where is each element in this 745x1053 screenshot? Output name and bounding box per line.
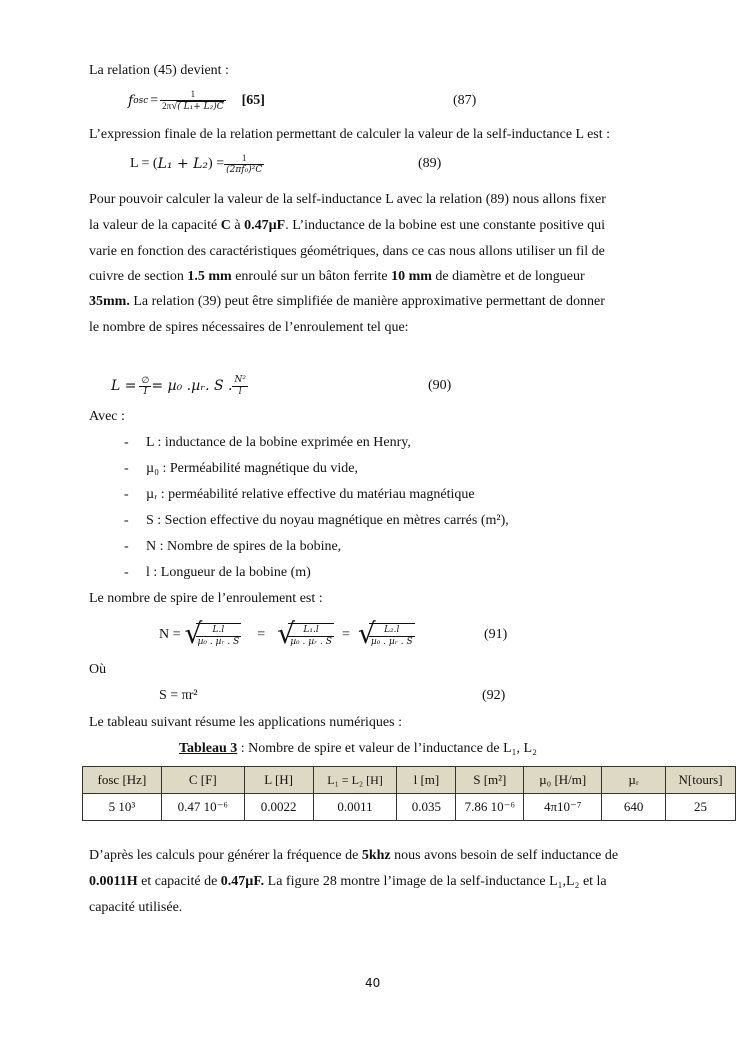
concl-line-1-bold: 5khz (361, 848, 391, 863)
eq87-lhs: f (128, 93, 134, 109)
table-header-cell: l [m] (397, 767, 456, 794)
para-line-4-bold-b: 10 mm (391, 269, 432, 284)
concl-line-2 (89, 874, 607, 890)
para-line-1 (89, 192, 606, 208)
table-cell: 640 (602, 794, 666, 821)
eq90-f2n: N² (234, 374, 246, 385)
eq87-den-pre: 2π (162, 101, 172, 111)
eq90-f2d: l (232, 386, 247, 398)
table-header-cell: µᵣ (602, 767, 666, 794)
eq90-frac2 (232, 375, 247, 398)
para-line-2-text-a: la valeur de la capacité (89, 218, 221, 233)
paragraph-intro: La relation (45) devient : (89, 63, 229, 78)
eq91-r1d: µ₀ . µᵣ . S (197, 636, 240, 647)
eq91-lhs: N = (159, 627, 181, 642)
eq89-lhs: L = ( (130, 156, 158, 171)
para-line-6-text: le nombre de spires nécessaires de l’enroulement tel que: (89, 320, 409, 335)
list-bullet: - (124, 487, 129, 502)
list-item: µ₀ : Perméabilité magnétique du vide, (146, 461, 359, 476)
eq89-lhs2: L₁ + L₂ (157, 156, 209, 172)
eq90-f1d: I (139, 386, 151, 398)
eq91-equals-1: = (257, 627, 266, 642)
eq89-den: (2πf₀)²C (226, 164, 263, 175)
para-line-4-text-b: enroulé sur un bâton ferrite (231, 269, 392, 284)
eq87-den-rad: ( L₁+ L₂)C (177, 102, 224, 112)
table-caption (179, 741, 537, 757)
equation-92: S = πr² (159, 688, 198, 703)
eq91-tag: (91) (484, 627, 508, 642)
table-cell: 0.47 10⁻⁶ (161, 794, 244, 821)
eq89-lhs3: ) = (208, 156, 225, 171)
concl-line-1-text-a: D’après les calculs pour générer la fréquence de (89, 848, 362, 863)
table-header-cell: L [H] (244, 767, 313, 794)
table-header-cell: µ₀ [H/m] (524, 767, 602, 794)
list-bullet: - (124, 565, 129, 580)
table-header-cell: C [F] (161, 767, 244, 794)
list-bullet: - (124, 513, 129, 528)
eq91-r2d: µ₀ . µᵣ . S (290, 636, 332, 647)
eq87-lhs-sub: osc (133, 96, 149, 106)
para-line-2 (89, 218, 605, 234)
para-line-2-bold-a: C (220, 218, 231, 233)
page-number: 40 (365, 976, 381, 990)
table-cell: 5 10³ (83, 794, 162, 821)
table-header-row (83, 767, 736, 794)
equation-91 (159, 617, 415, 653)
eq87-den: 2π√( L₁+ L₂)C (162, 100, 224, 112)
list-item: L : inductance de la bobine exprimée en Henry, (146, 435, 411, 450)
eq90-f1n: ∅ (141, 374, 150, 385)
para-line-5-bold: 35mm. (89, 294, 130, 309)
concl-line-2-text-a: et capacité de (137, 874, 221, 889)
eq91-root2 (277, 623, 334, 648)
eq91-root3 (358, 623, 415, 648)
eq91-equals-2: = (341, 627, 350, 642)
para-line-1-text: Pour pouvoir calculer la valeur de la self-inductance L avec la relation (89) nous allons fixer (89, 192, 606, 207)
para-line-2-text-c: . L’inductance de la bobine est une constante positive qui (285, 218, 606, 233)
table-row (83, 794, 736, 821)
eq91-root1 (185, 623, 242, 648)
table-cell: 4π10⁻⁷ (524, 794, 602, 821)
list-item: N : Nombre de spires de la bobine, (146, 539, 342, 554)
eq87-num: 1 (190, 89, 196, 99)
concl-line-2-bold-a: 0.0011H (89, 874, 138, 889)
list-item: l : Longueur de la bobine (m) (146, 565, 311, 580)
results-table (82, 766, 736, 821)
concl-line-1 (89, 848, 618, 864)
para-line-4-text-a: cuivre de section (89, 269, 188, 284)
para-line-3-text: varie en fonction des caractéristiques géométriques, dans ce cas nous allons utiliser un fil de (89, 244, 605, 259)
para-line-4-bold-a: 1.5 mm (187, 269, 232, 284)
para-line-3 (89, 244, 605, 260)
table-header-cell: N[tours] (666, 767, 736, 794)
para-line-4-text-c: de diamètre et de longueur (431, 269, 585, 284)
paragraph-expression: L’expression finale de la relation permettant de calculer la valeur de la self-inductance L est : (89, 127, 611, 142)
avec-label: Avec : (89, 409, 125, 424)
eq89-num: 1 (241, 152, 247, 163)
eq89-tag: (89) (418, 156, 442, 171)
paragraph-turns: Le nombre de spire de l’enroulement est : (89, 591, 323, 606)
table-caption-text: : Nombre de spire et valeur de l’inductance de L₁, L₂ (237, 741, 537, 756)
table-header-cell: fosc [Hz] (83, 767, 162, 794)
table-cell: 0.035 (397, 794, 456, 821)
eq91-r2n: √ L₁.l (303, 624, 319, 635)
eq91-r3d: µ₀ . µᵣ . S (370, 636, 413, 647)
eq87-ref: [65] (241, 93, 265, 108)
table-cell: 25 (666, 794, 736, 821)
equation-89 (130, 150, 264, 178)
concl-line-3 (89, 900, 182, 916)
list-bullet: - (124, 461, 129, 476)
eq91-r3n: √ L₂.l (384, 624, 400, 635)
list-item: µᵣ : perméabilité relative effective du matériau magnétique (146, 487, 475, 502)
table-caption-label: Tableau 3 (179, 741, 238, 756)
concl-line-1-text-b: nous avons besoin de self inductance de (390, 848, 619, 863)
eq90-mid: = µ₀ .µᵣ. S . (151, 378, 233, 394)
concl-line-2-bold-b: 0.47µF. (220, 874, 265, 889)
eq87-fraction (160, 89, 225, 113)
eq87-equals: = (150, 93, 159, 108)
paragraph-table-intro: Le tableau suivant résume les applications numériques : (89, 715, 402, 730)
eq91-r1n: √ L.l (212, 624, 225, 635)
para-line-4 (89, 269, 585, 285)
eq92-tag: (92) (482, 688, 506, 703)
para-line-6 (89, 320, 409, 336)
ou-label: Où (89, 662, 107, 677)
eq89-fraction (224, 153, 264, 176)
para-line-5 (89, 294, 605, 310)
equation-90 (111, 371, 248, 401)
table-cell: 0.0011 (313, 794, 397, 821)
table-header-cell: L₁ = L₂ [H] (313, 767, 397, 794)
eq90-lhs: L = (111, 378, 137, 394)
para-line-2-bold-b: 0.47µF (244, 218, 286, 233)
table-header-cell: S [m²] (456, 767, 524, 794)
eq90-frac1 (139, 375, 151, 398)
list-item: S : Section effective du noyau magnétique en mètres carrés (m²), (146, 513, 509, 528)
eq87-tag: (87) (453, 93, 477, 108)
list-bullet: - (124, 539, 129, 554)
para-line-5-text: La relation (39) peut être simplifiée de manière approximative permettant de donner (129, 294, 605, 309)
para-line-2-text-b: à (230, 218, 245, 233)
eq90-tag: (90) (428, 378, 452, 393)
concl-line-2-text-b: La figure 28 montre l’image de la self-inductance L₁,L₂ et la (264, 874, 607, 889)
table-cell: 0.0022 (244, 794, 313, 821)
list-bullet: - (124, 435, 129, 450)
table-cell: 7.86 10⁻⁶ (456, 794, 524, 821)
concl-line-3-text: capacité utilisée. (89, 900, 183, 915)
equation-87 (128, 88, 265, 114)
